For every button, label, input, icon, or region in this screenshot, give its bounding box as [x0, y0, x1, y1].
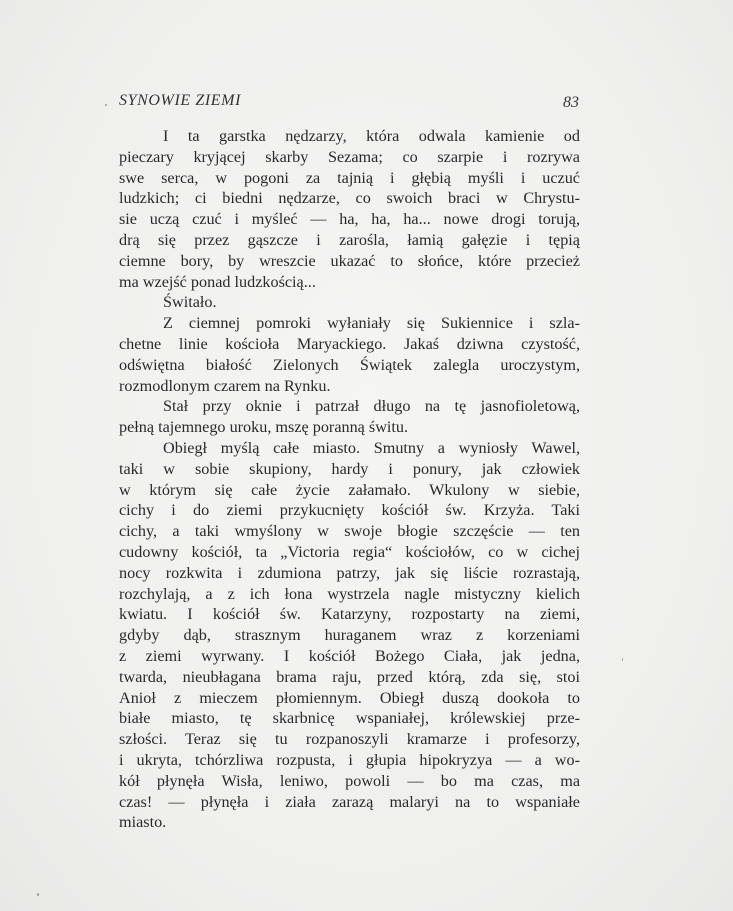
page-number: 83 [563, 94, 579, 111]
text-line: szłości. Teraz się tu rozpanoszyli kramarze i profesorzy, [119, 730, 580, 749]
text-line: odświętna białość Zielonych Świątek zalegla uroczystym, [119, 355, 580, 374]
page-header [119, 92, 579, 116]
text-line: kół płynęła Wisła, leniwo, powoli — bo ma czas, ma [119, 771, 580, 790]
text-line: I ta garstka nędzarzy, która odwala kamienie od [163, 127, 580, 145]
text-line: czas! — płynęła i ziała zarazą malaryi na to wspaniałe [119, 792, 580, 811]
running-title: SYNOWIE ZIEMI [119, 92, 242, 109]
text-line: cichy, a taki wmyślony w swoje błogie szczęście — ten [119, 522, 580, 541]
text-line: w którym się całe życie załamało. Wkulony w siebie, [119, 480, 580, 499]
text-line: taki w sobie skupiony, hardy i ponury, jak człowiek [119, 459, 580, 478]
text-line: swe serca, w pogoni za tajnią i głębią myśli i uczuć [119, 168, 580, 187]
text-line: ma wzejść ponad ludzkością... [119, 272, 316, 291]
text-line: gdyby dąb, strasznym huraganem wraz z korzeniami [119, 626, 580, 645]
text-line: nocy rozkwita i zdumiona patrzy, jak się liście rozrastają, [119, 563, 580, 582]
text-line: Obiegł myślą całe miasto. Smutny a wyniosły Wawel, [163, 438, 580, 457]
text-line: chetne linie kościoła Maryackiego. Jakaś dziwna czystość, [119, 334, 580, 353]
text-line: sie uczą czuć i myśleć — ha, ha, ha... nowe drogi torują, [119, 210, 580, 229]
text-line: rozchylają, a z ich łona wystrzela nagle mistyczny kielich [119, 584, 580, 603]
text-line: z ziemi wyrwany. I kościół Bożego Ciała, jak jedna, [119, 646, 580, 665]
text-line: cichy i do ziemi przykucnięty kościół św. Krzyża. Taki [119, 501, 580, 520]
paper-speck [105, 104, 107, 106]
text-line: rozmodlonym czarem na Rynku. [119, 376, 331, 395]
text-line: twarda, nieubłagana brama raju, przed którą, zda się, stoi [119, 667, 580, 686]
text-line: Stał przy oknie i patrzał długo na tę jasnofioletową, [163, 397, 580, 416]
text-line: kwiatu. I kościół św. Katarzyny, rozpostarty na ziemi, [119, 605, 580, 624]
text-line: Anioł z mieczem płomiennym. Obiegł duszą dookoła to [119, 688, 580, 707]
text-line: pełną tajemnego uroku, mszę poranną świtu. [119, 418, 409, 437]
text-line: i ukryta, tchórzliwa rozpusta, i głupia hipokryzya — a wo- [119, 750, 580, 769]
text-line: Z ciemnej pomroki wyłaniały się Sukiennice i szla- [163, 314, 580, 333]
text-line: ciemne bory, by wreszcie ukazać to słońce, które przecież [119, 251, 580, 270]
text-line: ludzkich; ci biedni nędzarze, co swoich braci w Chrystu- [119, 189, 580, 208]
text-line: białe miasto, tę skarbnicę wspaniałej, królewskiej prze- [119, 709, 580, 728]
text-line: cudowny kościół, ta „Victoria regia“ kościołów, co w cichej [119, 542, 580, 561]
text-line: Świtało. [163, 293, 217, 312]
text-line: drą się przez gąszcze i zarośla, łamią gałęzie i tępią [119, 230, 580, 249]
text-line: miasto. [119, 813, 167, 832]
text-line: pieczary kryjącej skarby Sezama; co szarpie i rozrywa [119, 147, 580, 166]
paper-speck [622, 658, 623, 661]
body-text [119, 126, 580, 833]
paper-speck [37, 893, 39, 896]
